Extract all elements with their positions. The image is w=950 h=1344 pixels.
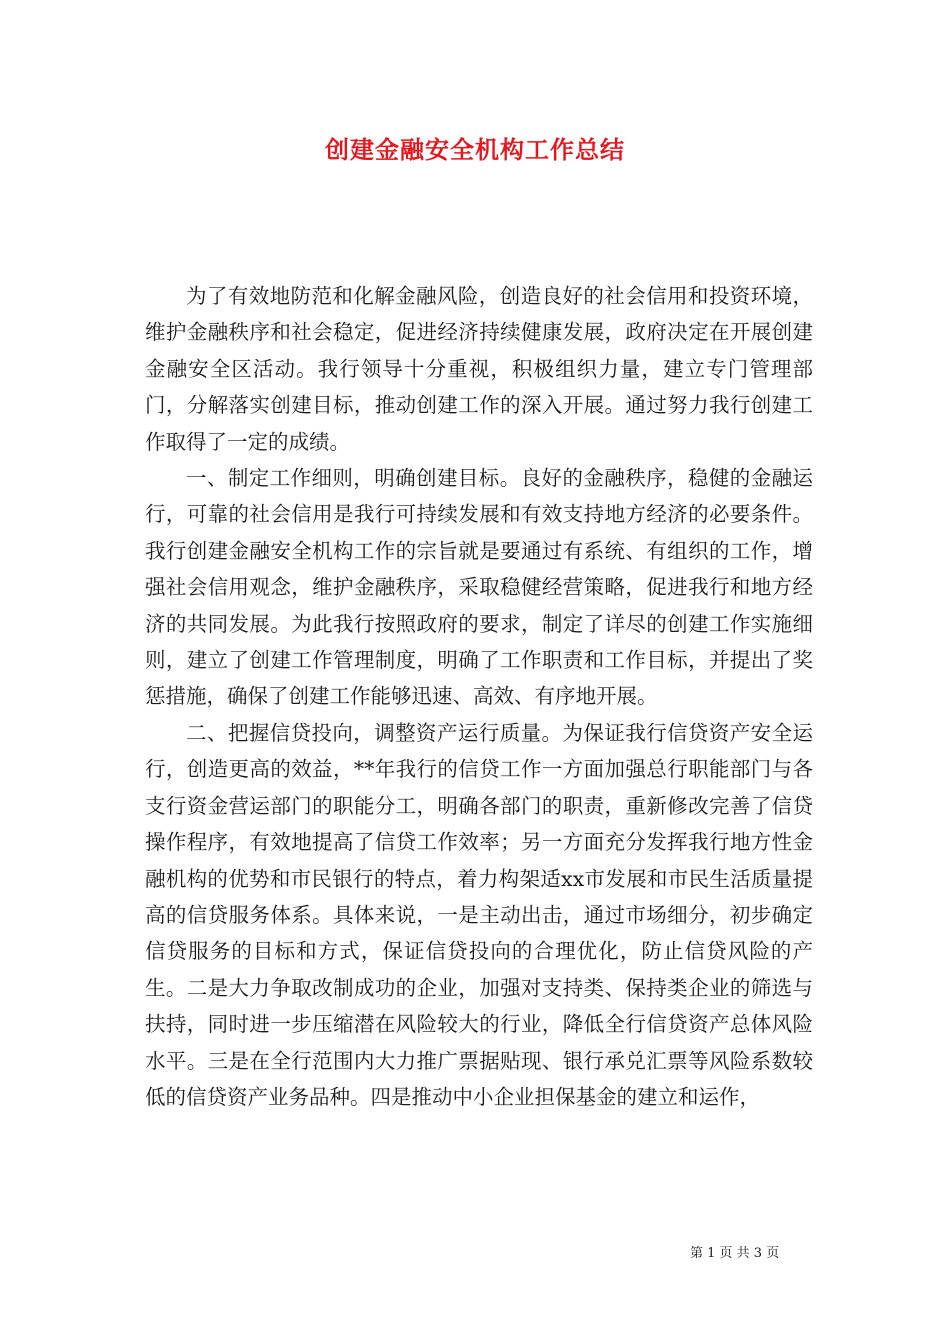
paragraph-section-2: 二、把握信贷投向，调整资产运行质量。为保证我行信贷资产安全运行，创造更高的效益，**年我行的信贷工作一方面加强总行职能部门与各支行资金营运部门的职能分工，明确各部门的职责，重新修改完善了信贷操作程序，有效地提高了信贷工作效率；另一方面充分发挥我行地方性金融机构的优势和市民银行的特点，着力构架适xx市发展和市民生活质量提高的信贷服务体系。具体来说，一是主动出击，通过市场细分，初步确定信贷服务的目标和方式，保证信贷投向的合理优化，防止信贷风险的产生。二是大力争取改制成功的企业，加强对支持类、保持类企业的筛选与扶持，同时进一步压缩潜在风险较大的行业，降低全行信贷资产总体风险水平。三是在全行范围内大力推广票据贴现、银行承兑汇票等风险系数较低的信贷资产业务品种。四是推动中小企业担保基金的建立和运作， bbox=[145, 720, 813, 1109]
document-title: 创建金融安全机构工作总结 bbox=[325, 135, 625, 164]
document-body bbox=[145, 278, 813, 1115]
page-number-footer: 第 1 页 共 3 页 bbox=[690, 1246, 780, 1261]
paragraph-section-1: 一、制定工作细则，明确创建目标。良好的金融秩序，稳健的金融运行，可靠的社会信用是我行可持续发展和有效支持地方经济的必要条件。我行创建金融安全机构工作的宗旨就是要通过有系统、有组织的工作，增强社会信用观念，维护金融秩序，采取稳健经营策略，促进我行和地方经济的共同发展。为此我行按照政府的要求，制定了详尽的创建工作实施细则，建立了创建工作管理制度，明确了工作职责和工作目标，并提出了奖惩措施，确保了创建工作能够迅速、高效、有序地开展。 bbox=[145, 466, 813, 709]
paragraph-intro: 为了有效地防范和化解金融风险，创造良好的社会信用和投资环境，维护金融秩序和社会稳定，促进经济持续健康发展，政府决定在开展创建金融安全区活动。我行领导十分重视，积极组织力量，建立专门管理部门，分解落实创建目标，推动创建工作的深入开展。通过努力我行创建工作取得了一定的成绩。 bbox=[145, 284, 813, 454]
